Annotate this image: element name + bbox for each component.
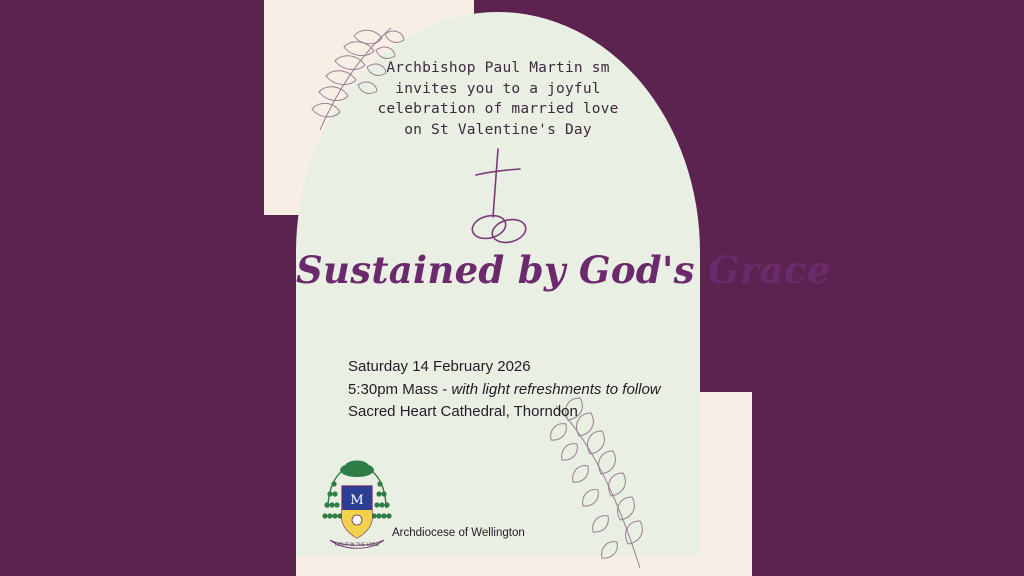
invitation-line-1: Archbishop Paul Martin sm (386, 60, 610, 76)
invitation-line-4: on St Valentine's Day (404, 121, 592, 138)
svg-text:M: M (350, 493, 364, 508)
cross-and-wedding-rings-icon (440, 145, 560, 260)
invitation-line-3: celebration of married love (377, 101, 619, 118)
event-date: Saturday 14 February 2026 (348, 358, 531, 375)
event-time-note: with light refreshments to follow (451, 380, 661, 398)
organisation-label: Archdiocese of Wellington (392, 527, 525, 539)
event-time-line (348, 379, 688, 402)
invitation-line-2: invites you to a joyful (395, 80, 601, 97)
event-time: 5:30pm Mass - (348, 380, 448, 398)
event-venue: Sacred Heart Cathedral, Thorndon (348, 403, 578, 420)
crest-motto: LIGHT IN THE LORD (335, 543, 379, 548)
archdiocese-coat-of-arms-icon (312, 450, 402, 555)
invitation-text (296, 58, 700, 140)
event-details (348, 356, 688, 424)
page-title: Sustained by God's Grace (296, 248, 831, 292)
